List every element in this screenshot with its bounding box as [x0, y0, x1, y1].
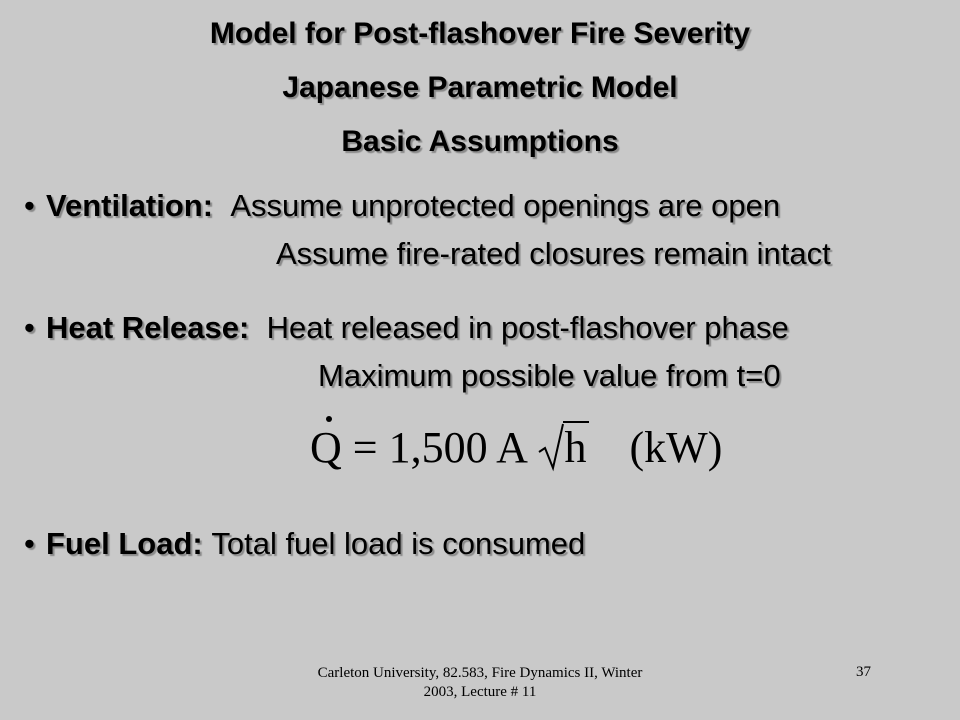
slide-footer: Carleton University, 82.583, Fire Dynamics II, Winter 2003, Lecture # 11: [317, 665, 643, 700]
slide-title: Model for Post-flashover Fire Severity: [209, 17, 751, 50]
bullet-continuation: Assume fire-rated closures remain intact: [276, 236, 831, 271]
bullet-text: Heat released in post-flashover phase: [266, 310, 789, 345]
radical-icon: [537, 422, 565, 472]
heat-release-formula: [310, 418, 722, 478]
bullet-icon: •: [24, 310, 35, 345]
slide-section-heading: Basic Assumptions: [341, 125, 619, 158]
formula-units: (kW): [629, 423, 723, 472]
formula-coefficient: = 1,500 A: [352, 423, 526, 472]
bullet-text: Total fuel load is consumed: [211, 526, 586, 561]
formula-radicand: h: [564, 423, 587, 472]
bullet-term: Fuel Load:: [46, 526, 203, 561]
bullet-term: Heat Release:: [46, 310, 250, 345]
formula-q-dot: Q: [310, 418, 342, 478]
bullet-icon: •: [24, 188, 35, 223]
bullet-icon: •: [24, 526, 35, 561]
bullet-term: Ventilation:: [46, 188, 214, 223]
page-number: 37: [856, 664, 871, 680]
square-root: [537, 418, 589, 478]
bullet-continuation: Maximum possible value from t=0: [318, 358, 781, 393]
bullet-text: Assume unprotected openings are open: [230, 188, 781, 223]
slide-subtitle: Japanese Parametric Model: [282, 71, 678, 104]
